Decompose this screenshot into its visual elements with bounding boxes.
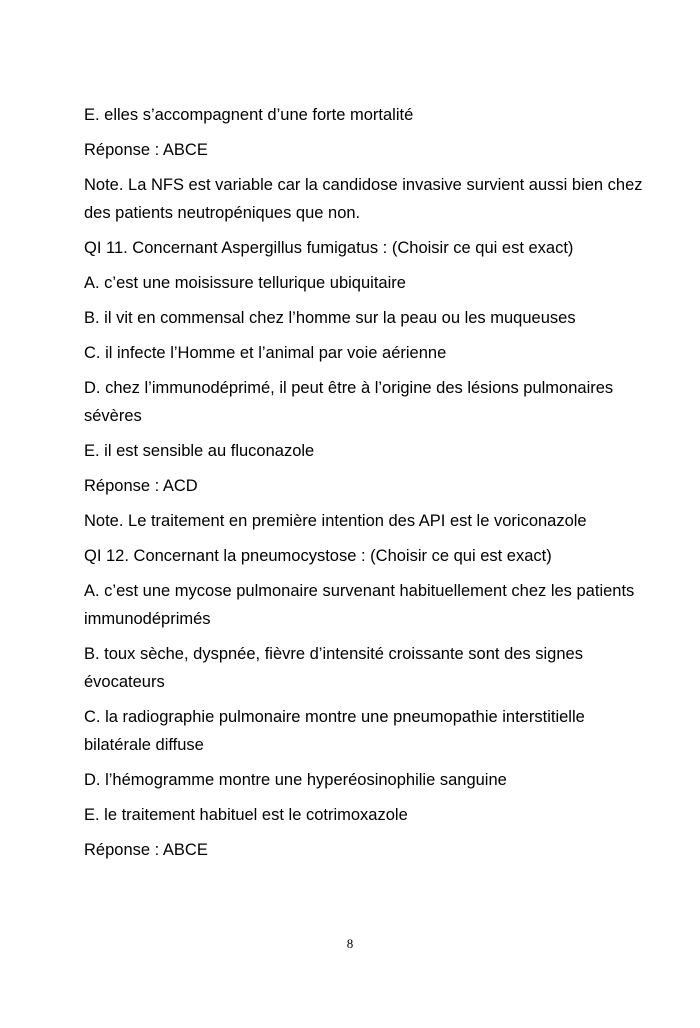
option-e-q11: E. il est sensible au fluconazole <box>84 442 315 460</box>
option-c-q11: C. il infecte l’Homme et l’animal par voie aérienne <box>84 344 447 362</box>
answer-q10: Réponse : ABCE <box>84 141 208 159</box>
option-d-q11: D. chez l’immunodéprimé, il peut être à l’origine des lésions pulmonaires sévères <box>84 379 614 425</box>
question-11: QI 11. Concernant Aspergillus fumigatus : (Choisir ce qui est exact) <box>84 239 574 257</box>
option-b-q11: B. il vit en commensal chez l’homme sur la peau ou les muqueuses <box>84 309 576 327</box>
option-e-q12: E. le traitement habituel est le cotrimoxazole <box>84 806 408 824</box>
option-a-q12: A. c’est une mycose pulmonaire survenant habituellement chez les patients immunodéprimés <box>84 582 635 628</box>
option-e-q10: E. elles s’accompagnent d’une forte mortalité <box>84 106 414 124</box>
answer-q11: Réponse : ACD <box>84 477 198 495</box>
page-body <box>84 101 644 871</box>
note-q10: Note. La NFS est variable car la candidose invasive survient aussi bien chez des patients neutropéniques que non. <box>84 176 643 222</box>
note-q11: Note. Le traitement en première intention des API est le voriconazole <box>84 512 587 530</box>
option-a-q11: A. c’est une moisissure tellurique ubiquitaire <box>84 274 406 292</box>
option-d-q12: D. l’hémogramme montre une hyperéosinophilie sanguine <box>84 771 507 789</box>
option-b-q12: B. toux sèche, dyspnée, fièvre d’intensité croissante sont des signes évocateurs <box>84 645 583 691</box>
page-number: 8 <box>346 936 354 951</box>
question-12: QI 12. Concernant la pneumocystose : (Choisir ce qui est exact) <box>84 547 552 565</box>
answer-q12: Réponse : ABCE <box>84 841 208 859</box>
option-c-q12: C. la radiographie pulmonaire montre une pneumopathie interstitielle bilatérale diffuse <box>84 708 585 754</box>
